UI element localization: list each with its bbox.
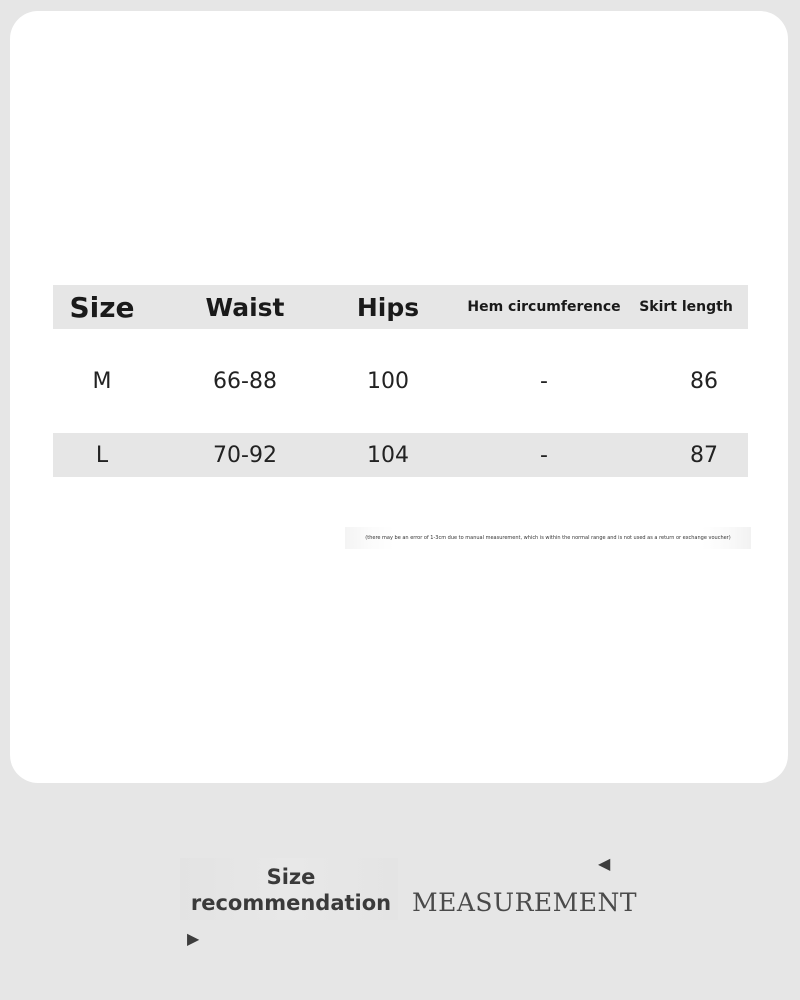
cell-hips: 104 <box>367 442 409 468</box>
cell-waist: 70-92 <box>213 442 277 468</box>
footer-title-line-2: recommendation <box>190 891 392 915</box>
cell-size: L <box>95 442 109 468</box>
cell-waist: 66-88 <box>213 368 277 394</box>
footer-title-line-1: Size <box>266 865 316 889</box>
header-hem-circumference: Hem circumference <box>467 299 621 315</box>
cell-skirt-length: 87 <box>690 442 718 468</box>
header-size: Size <box>69 290 135 324</box>
size-table <box>53 285 748 477</box>
measurement-note: (there may be an error of 1-3cm due to manual measurement, which is within the normal range and is not used as a return or exchange voucher) <box>345 527 751 549</box>
cell-hips: 100 <box>367 368 409 394</box>
table-header-row <box>53 285 748 329</box>
left-arrow-icon: ◀ <box>598 854 611 873</box>
row-spacer <box>53 329 748 359</box>
row-spacer <box>53 403 748 433</box>
header-waist: Waist <box>205 292 285 322</box>
cell-hem-circumference: - <box>540 442 548 468</box>
cell-skirt-length: 86 <box>690 368 718 394</box>
table-row <box>53 359 748 403</box>
footer-title <box>180 864 402 916</box>
cell-hem-circumference: - <box>540 368 548 394</box>
footer-subtitle: MEASUREMENT <box>412 888 638 917</box>
table-row <box>53 433 748 477</box>
right-arrow-icon: ▶ <box>187 929 200 948</box>
header-hips: Hips <box>356 292 420 322</box>
header-skirt-length: Skirt length <box>639 299 733 315</box>
cell-size: M <box>92 368 112 394</box>
